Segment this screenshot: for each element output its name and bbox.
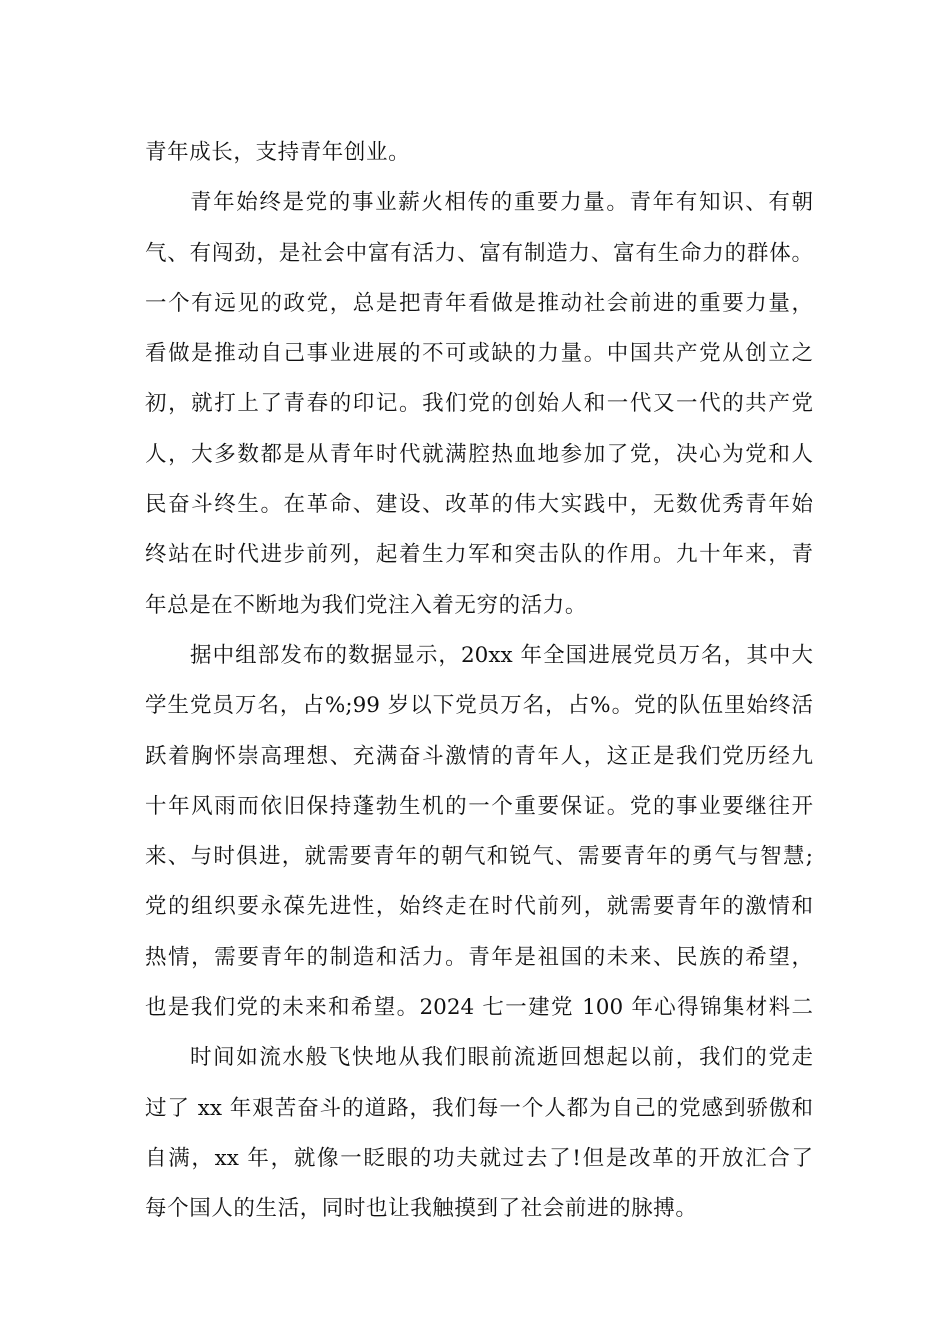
text-line: 人，大多数都是从青年时代就满腔热血地参加了党，决心为党和人 [145,441,813,467]
text-line: 终站在时代进步前列，起着生力军和突击队的作用。九十年来，青 [145,542,813,568]
text-line: 青年成长，支持青年创业。 [145,140,411,165]
text-line: 也是我们党的未来和希望。2024 七一建党 100 年心得锦集材料二 [145,995,813,1021]
text-line: 跃着胸怀崇高理想、充满奋斗激情的青年人，这正是我们党历经九 [145,743,813,769]
text-line: 十年风雨而依旧保持蓬勃生机的一个重要保证。党的事业要继往开 [145,793,813,819]
text-line: 青年始终是党的事业薪火相传的重要力量。青年有知识、有朝 [190,190,813,216]
paragraph-4 [145,1033,813,1234]
paragraph-2 [145,178,813,631]
text-line: 民奋斗终生。在革命、建设、改革的伟大实践中，无数优秀青年始 [145,492,813,518]
text-line: 一个有远见的政党，总是把青年看做是推动社会前进的重要力量， [145,290,813,316]
text-line: 看做是推动自己事业进展的不可或缺的力量。中国共产党从创立之 [145,341,813,367]
document-body [145,128,813,1235]
text-line: 来、与时俱进，就需要青年的朝气和锐气、需要青年的勇气与智慧; [145,844,813,870]
text-line: 初，就打上了青春的印记。我们党的创始人和一代又一代的共产党 [145,391,813,417]
text-line: 年总是在不断地为我们党注入着无穷的活力。 [145,592,588,618]
paragraph-3 [145,631,813,1033]
text-line: 党的组织要永葆先进性，始终走在时代前列，就需要青年的激情和 [145,894,813,920]
text-line: 学生党员万名，占%;99 岁以下党员万名，占%。党的队伍里始终活 [145,693,813,719]
text-line: 每个国人的生活，同时也让我触摸到了社会前进的脉搏。 [145,1196,698,1222]
text-line: 据中组部发布的数据显示，20xx 年全国进展党员万名，其中大 [190,642,813,668]
text-line: 气、有闯劲，是社会中富有活力、富有制造力、富有生命力的群体。 [145,240,813,266]
text-line: 时间如流水般飞快地从我们眼前流逝回想起以前，我们的党走 [190,1045,813,1071]
paragraph-1 [145,128,813,178]
text-line: 热情，需要青年的制造和活力。青年是祖国的未来、民族的希望， [145,944,813,970]
text-line: 过了 xx 年艰苦奋斗的道路，我们每一个人都为自己的党感到骄傲和 [145,1095,813,1121]
text-line: 自满，xx 年，就像一眨眼的功夫就过去了!但是改革的开放汇合了 [145,1145,813,1171]
